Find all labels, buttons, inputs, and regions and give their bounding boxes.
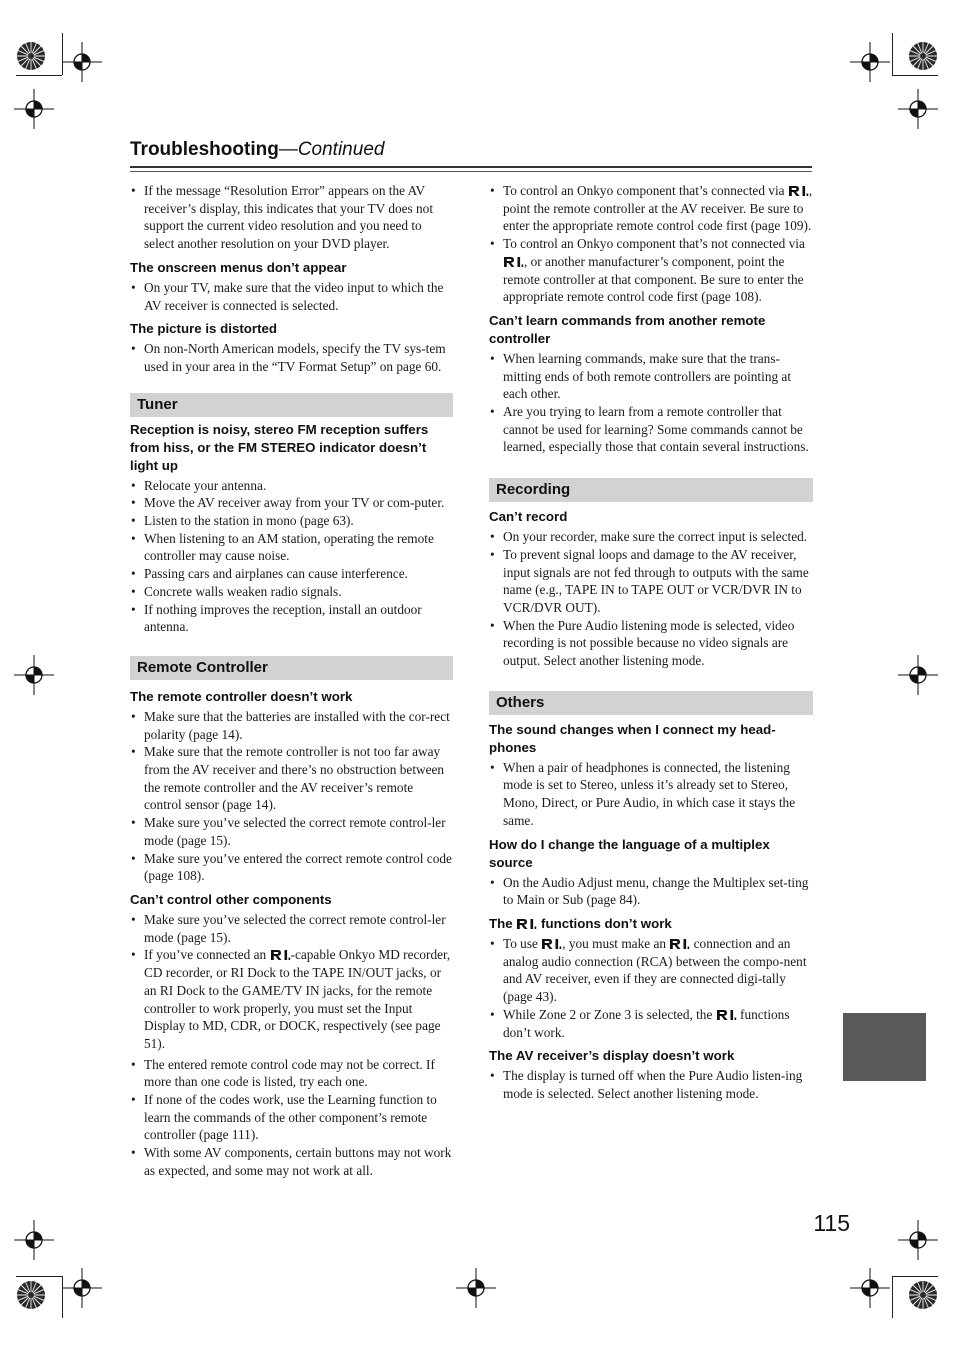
continued-text: —Continued xyxy=(278,139,385,160)
list-item: • Are you trying to learn from a remote controller that cannot be used for learning? Some commands cannot be learned, especially those that contain several instructions. xyxy=(489,403,813,456)
list-item: • Passing cars and airplanes can cause interference. xyxy=(130,565,453,583)
bullet-list xyxy=(130,911,453,1180)
list-item: • When listening to an AM station, operating the remote controller may cause noise. xyxy=(130,530,453,565)
bullet-list xyxy=(489,874,813,909)
registration-mark-icon xyxy=(456,1268,496,1308)
list-item xyxy=(489,182,813,235)
list-item-text: , or another manufacturer’s component, point the remote controller at that component. Be sure to enter the appropriate remote control code first (page 108). xyxy=(503,253,804,305)
section-bar-recording: Recording xyxy=(489,478,813,502)
subheading-text: The xyxy=(489,915,517,931)
subheading: The AV receiver’s display doesn’t work xyxy=(489,1048,735,1064)
crop-line xyxy=(892,33,893,75)
registration-mark-icon xyxy=(850,42,890,82)
registration-mark-icon xyxy=(898,655,938,695)
list-item-text: , point the remote controller at the AV receiver. Be sure to enter the appropriate remote control code first (page 109). xyxy=(503,183,813,234)
section-bar-remote-controller: Remote Controller xyxy=(130,656,453,680)
ri-logo-icon xyxy=(716,1009,737,1021)
list-item: • When the Pure Audio listening mode is selected, video recording is not possible because no video signals are output. Select another listening mode. xyxy=(489,617,813,670)
subheading xyxy=(489,915,813,933)
ri-logo-icon xyxy=(669,938,690,950)
list-item: • On non-North American models, specify the TV sys-tem used in your area in the “TV Format Setup” on page 60. xyxy=(130,340,453,375)
bullet-list xyxy=(489,528,813,670)
bullet-list xyxy=(489,1067,813,1102)
list-item xyxy=(130,946,453,1052)
list-item-text: connection and an analog audio connection (RCA) between the compo-nent and AV receiver, even if they are connected digi-tally (page 43). xyxy=(503,935,807,1005)
list-item-text: -capable Onkyo MD recorder, CD recorder, or RI Dock to the TAPE IN/OUT jacks, or an RI Dock to the GAME/TV IN jacks, for the remote controller to work properly, you must set the Input Display to MD, CDR, or DOCK, respectively (see page 51). xyxy=(144,947,451,1051)
registration-mark-icon xyxy=(14,1220,54,1260)
ri-logo-icon xyxy=(788,185,809,197)
registration-mark-icon xyxy=(14,655,54,695)
section-bar-others: Others xyxy=(489,691,813,715)
header-rule xyxy=(130,166,812,168)
list-item: • When learning commands, make sure that the trans-mitting ends of both remote controllers are pointing at each other. xyxy=(489,350,813,403)
registration-mark-icon xyxy=(62,1268,102,1308)
list-item: • Move the AV receiver away from your TV or com-puter. xyxy=(130,494,453,512)
subheading: Can’t control other components xyxy=(130,891,332,907)
list-item xyxy=(489,1006,813,1041)
list-item: • If none of the codes work, use the Learning function to learn the commands of the other component’s remote controller (page 111). xyxy=(130,1091,453,1144)
crop-line xyxy=(62,33,63,75)
subheading: The picture is distorted xyxy=(130,321,278,337)
list-item-text: While Zone 2 or Zone 3 is selected, the xyxy=(503,1006,716,1022)
list-item-text: functions don’t work. xyxy=(503,1006,790,1040)
crop-line xyxy=(892,1276,893,1318)
list-item: • Listen to the station in mono (page 63). xyxy=(130,512,453,530)
bullet-list xyxy=(489,935,813,1041)
list-item-text: To use xyxy=(503,935,542,951)
subheading: How do I change the language of a multiplex source xyxy=(489,836,770,870)
subheading: The sound changes when I connect my head-phones xyxy=(489,721,776,755)
subheading: The remote controller doesn’t work xyxy=(130,688,353,704)
list-item: • Make sure you’ve selected the correct remote control-ler mode (page 15). xyxy=(130,814,453,849)
bullet-list xyxy=(130,279,453,314)
registration-mark-icon xyxy=(14,89,54,129)
header-rule xyxy=(130,171,812,172)
page-title xyxy=(130,139,812,161)
list-item: • Make sure that the batteries are installed with the cor-rect polarity (page 14). xyxy=(130,708,453,743)
starburst-mark-icon xyxy=(16,37,46,75)
list-item: • To prevent signal loops and damage to the AV receiver, input signals are not fed through to outputs with the same name (e.g., TAPE IN to TAPE OUT or VCR/DVR IN to VCR/DVR OUT). xyxy=(489,546,813,617)
registration-mark-icon xyxy=(898,1220,938,1260)
crop-line xyxy=(16,1276,62,1277)
starburst-mark-icon xyxy=(908,37,938,75)
starburst-mark-icon xyxy=(908,1276,938,1314)
subheading: Can’t record xyxy=(489,509,568,525)
list-item: • The entered remote control code may not be correct. If more than one code is listed, try each one. xyxy=(130,1056,453,1091)
list-item: • The display is turned off when the Pure Audio listen-ing mode is selected. Select another listening mode. xyxy=(489,1067,813,1102)
crop-line xyxy=(892,1276,938,1277)
section-bar-tuner: Tuner xyxy=(130,393,453,417)
list-item: • When a pair of headphones is connected, the listening mode is set to Stereo, unless it’s already set to Stereo, Mono, Direct, or Pure Audio, in which case it stays the same. xyxy=(489,759,813,830)
subheading-text: functions don’t work xyxy=(537,915,672,931)
ri-logo-icon xyxy=(541,938,562,950)
registration-mark-icon xyxy=(898,89,938,129)
list-item: • Make sure you’ve selected the correct remote control-ler mode (page 15). xyxy=(130,911,453,946)
ri-logo-icon xyxy=(503,256,524,268)
list-item: • On the Audio Adjust menu, change the Multiplex set-ting to Main or Sub (page 84). xyxy=(489,874,813,909)
starburst-mark-icon xyxy=(16,1276,46,1314)
list-item: • If nothing improves the reception, install an outdoor antenna. xyxy=(130,601,453,636)
title-text: Troubleshooting xyxy=(130,139,279,160)
list-item: • If the message “Resolution Error” appears on the AV receiver’s display, this indicates that your TV does not support the current video resolution and you need to select another resolution on your DVD player. xyxy=(130,182,453,253)
list-item: • Relocate your antenna. xyxy=(130,477,453,495)
list-item-text: To control an Onkyo component that’s connected via xyxy=(503,183,788,198)
list-item: • Concrete walls weaken radio signals. xyxy=(130,583,453,601)
list-item-text: If you’ve connected an xyxy=(144,947,270,963)
list-item: • Make sure you’ve entered the correct remote control code (page 108). xyxy=(130,850,453,885)
subheading: The onscreen menus don’t appear xyxy=(130,259,347,275)
list-item-text: To control an Onkyo component that’s not connected via xyxy=(503,236,805,252)
registration-mark-icon xyxy=(850,1268,890,1308)
list-item: • On your recorder, make sure the correct input is selected. xyxy=(489,528,813,546)
list-item: • On your TV, make sure that the video input to which the AV receiver is connected is selected. xyxy=(130,279,453,314)
list-item-text: , you must make an xyxy=(562,935,670,951)
ri-logo-icon xyxy=(270,949,291,961)
list-item xyxy=(489,935,813,1006)
bullet-list xyxy=(130,708,453,885)
thumb-tab xyxy=(843,1013,926,1081)
list-item: • With some AV components, certain buttons may not work as expected, and some may not work at all. xyxy=(130,1144,453,1179)
subheading: Reception is noisy, stereo FM reception suffers from hiss, or the FM STEREO indicator doesn’t light up xyxy=(130,421,429,473)
bullet-list xyxy=(130,182,453,253)
subheading: Can’t learn commands from another remote controller xyxy=(489,312,766,346)
bullet-list xyxy=(489,182,813,306)
crop-line xyxy=(892,75,938,76)
list-item xyxy=(489,235,813,306)
left-column xyxy=(130,182,453,1180)
bullet-list xyxy=(489,759,813,830)
bullet-list xyxy=(130,340,453,375)
list-item: • Make sure that the remote controller is not too far away from the AV receiver and there’s no obstruction between the remote controller and the AV receiver’s remote control sensor (page 14). xyxy=(130,743,453,814)
crop-line xyxy=(16,75,62,76)
ri-logo-icon xyxy=(516,918,537,930)
registration-mark-icon xyxy=(62,42,102,82)
crop-line xyxy=(62,1276,63,1318)
bullet-list xyxy=(130,477,453,636)
bullet-list xyxy=(489,350,813,456)
right-column xyxy=(489,182,813,1103)
page-number: 115 xyxy=(813,1210,850,1236)
